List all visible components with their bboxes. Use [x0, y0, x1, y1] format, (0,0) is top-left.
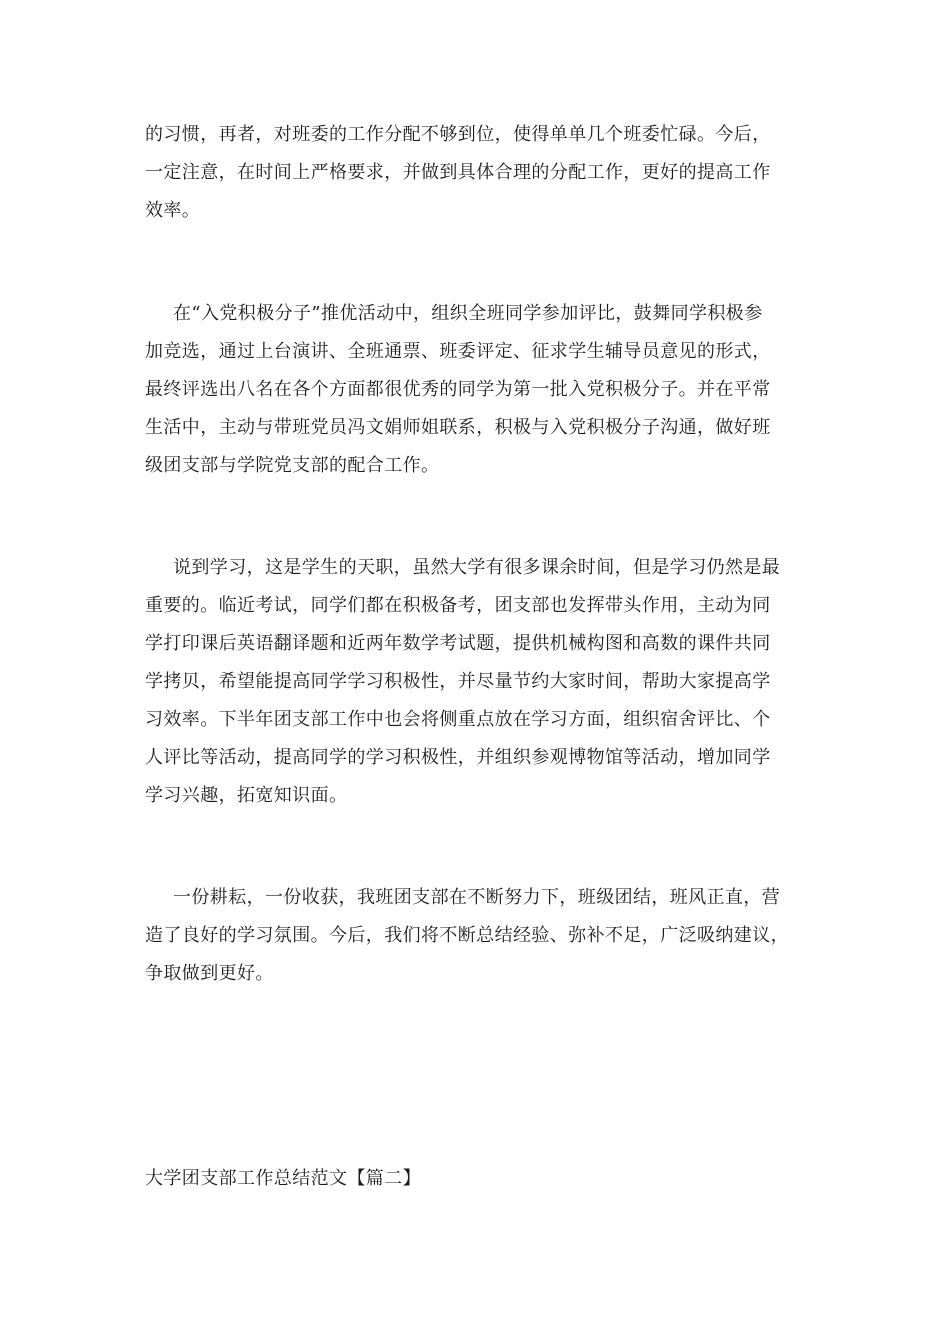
- paragraph-line: 重要的。临近考试，同学们都在积极备考，团支部也发挥带头作用，主动为同: [145, 595, 771, 616]
- paragraph-line: 习效率。下半年团支部工作中也会将侧重点放在学习方面，组织宿舍评比、个: [145, 709, 771, 730]
- paragraph-line: 一定注意，在时间上严格要求，并做到具体合理的分配工作，更好的提高工作: [145, 162, 771, 183]
- paragraph-line: 的习惯，再者，对班委的工作分配不够到位，使得单单几个班委忙碌。今后，: [145, 124, 771, 145]
- paragraph-line: 效率。: [145, 200, 201, 221]
- paragraph-line: 争取做到更好。: [145, 963, 274, 984]
- section-heading: 大学团支部工作总结范文【篇二】: [145, 1168, 421, 1189]
- paragraph-line: 人评比等活动，提高同学的学习积极性，并组织参观博物馆等活动，增加同学: [145, 747, 771, 768]
- paragraph-line: 学打印课后英语翻译题和近两年数学考试题，提供机械构图和高数的课件共同: [145, 633, 771, 654]
- paragraph-line: 生活中，主动与带班党员冯文娟师姐联系，积极与入党积极分子沟通，做好班: [145, 417, 771, 438]
- paragraph-line: 加竞选，通过上台演讲、全班通票、班委评定、征求学生辅导员意见的形式，: [145, 341, 771, 362]
- paragraph-line: 学习兴趣，拓宽知识面。: [145, 785, 348, 806]
- paragraph-line: 最终评选出八名在各个方面都很优秀的同学为第一批入党积极分子。并在平常: [145, 379, 771, 400]
- paragraph-line: 造了良好的学习氛围。今后，我们将不断总结经验、弥补不足，广泛吸纳建议，: [145, 925, 789, 946]
- paragraph-line: 学拷贝，希望能提高同学学习积极性，并尽量节约大家时间，帮助大家提高学: [145, 671, 771, 692]
- paragraph-line: 级团支部与学院党支部的配合工作。: [145, 455, 440, 476]
- paragraph-line: 一份耕耘，一份收获，我班团支部在不断努力下，班级团结，班风正直，营: [173, 887, 781, 908]
- paragraph-line: 说到学习，这是学生的天职，虽然大学有很多课余时间，但是学习仍然是最: [173, 557, 781, 578]
- paragraph-line: 在“入党积极分子”推优活动中，组织全班同学参加评比，鼓舞同学积极参: [173, 303, 763, 324]
